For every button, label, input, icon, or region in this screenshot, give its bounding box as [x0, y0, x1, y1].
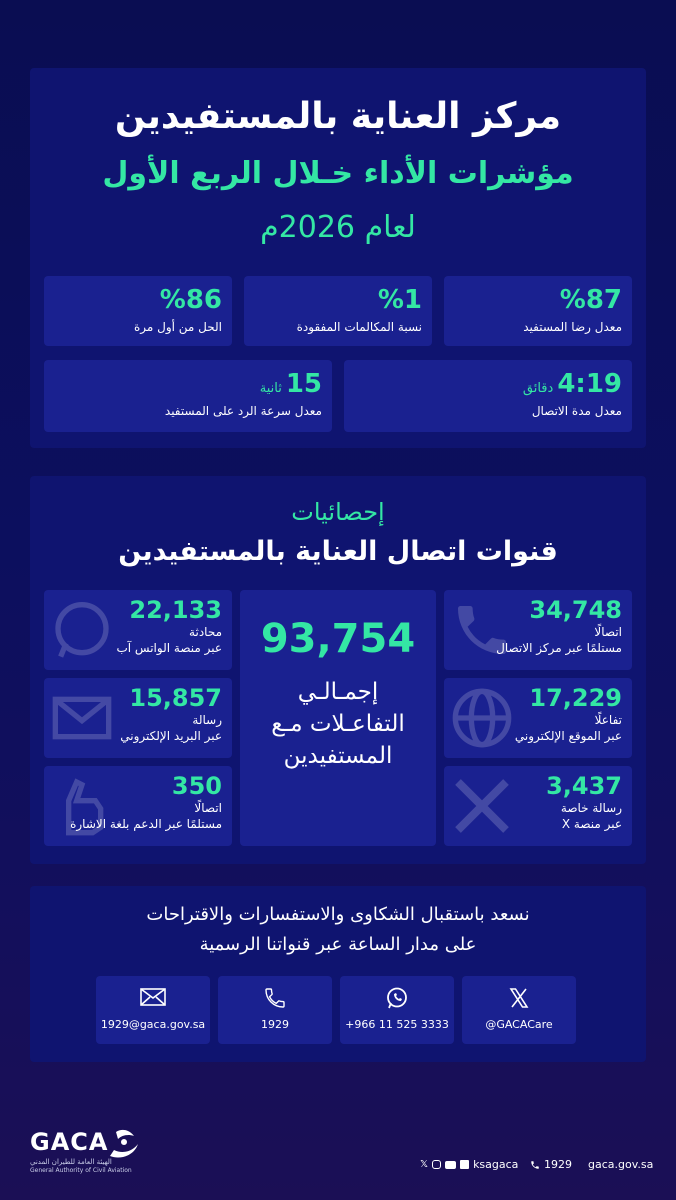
channel-website: 17,229 تفاعلًا عبر الموقع الإلكتروني [444, 678, 632, 758]
contact-line-2: على مدار الساعة عبر قنواتنا الرسمية [199, 934, 477, 955]
page-year: لعام 2026م [260, 210, 416, 245]
footer-website[interactable]: gaca.gov.sa [588, 1158, 654, 1171]
contact-x[interactable]: @GACACare [462, 976, 576, 1044]
kpi-panel [30, 68, 646, 448]
logo-english-name: General Authority of Civil Aviation [30, 1167, 132, 1174]
channel-x: 3,437 رسالة خاصة عبر منصة X [444, 766, 632, 846]
page-title: مركز العناية بالمستفيدين [114, 96, 562, 137]
kpi-call-duration: 4:19دقائق معدل مدة الاتصال [344, 360, 632, 432]
social-links[interactable] [420, 1158, 518, 1171]
logo-arabic-name: الهيئة العامة للطيران المدني [30, 1158, 112, 1166]
x-icon [507, 986, 531, 1010]
youtube-icon[interactable] [445, 1161, 456, 1169]
channel-call-center: 34,748 اتصالًا مستلمًا عبر مركز الاتصال [444, 590, 632, 670]
social-handle: ksagaca [473, 1158, 519, 1171]
kpi-satisfaction: %87 معدل رضا المستفيد [444, 276, 632, 346]
contact-line-1: نسعد باستقبال الشكاوى والاستفسارات والاقتراحات [146, 904, 530, 925]
gaca-emblem-icon [102, 1122, 142, 1162]
stats-panel [30, 476, 646, 864]
contact-phone[interactable]: 1929 [218, 976, 332, 1044]
phone-icon [530, 1160, 540, 1170]
kpi-answer-speed: 15ثانية معدل سرعة الرد على المستفيد [44, 360, 332, 432]
footer-phone[interactable]: 1929 [530, 1158, 572, 1171]
gaca-logo: GACA [30, 1128, 109, 1156]
whatsapp-icon [385, 986, 409, 1010]
contact-panel [30, 886, 646, 1062]
mail-icon [139, 986, 167, 1008]
stats-title: قنوات اتصال العناية بالمستفيدين [118, 536, 558, 567]
instagram-icon[interactable] [432, 1160, 441, 1169]
stats-heading: إحصائيات [291, 498, 385, 526]
channel-sign-language: 350 اتصالًا مستلمًا عبر الدعم بلغة الاشارة [44, 766, 232, 846]
channel-email: 15,857 رسالة عبر البريد الإلكتروني [44, 678, 232, 758]
kpi-first-resolution: %86 الحل من أول مرة [44, 276, 232, 346]
x-icon[interactable]: 𝕏 [420, 1159, 429, 1170]
contact-whatsapp[interactable]: +966 11 525 3333 [340, 976, 454, 1044]
linkedin-icon[interactable] [460, 1160, 469, 1169]
page-subtitle: مؤشرات الأداء خـلال الربع الأول [102, 156, 574, 191]
footer [0, 1120, 676, 1180]
phone-icon [263, 986, 287, 1010]
contact-email[interactable]: 1929@gaca.gov.sa [96, 976, 210, 1044]
kpi-missed-calls: %1 نسبة المكالمات المفقودة [244, 276, 432, 346]
channel-whatsapp: 22,133 محادثة عبر منصة الواتس آب [44, 590, 232, 670]
total-interactions: 93,754 إجمـالـي التفاعـلات مـع المستفيدين [240, 590, 436, 846]
